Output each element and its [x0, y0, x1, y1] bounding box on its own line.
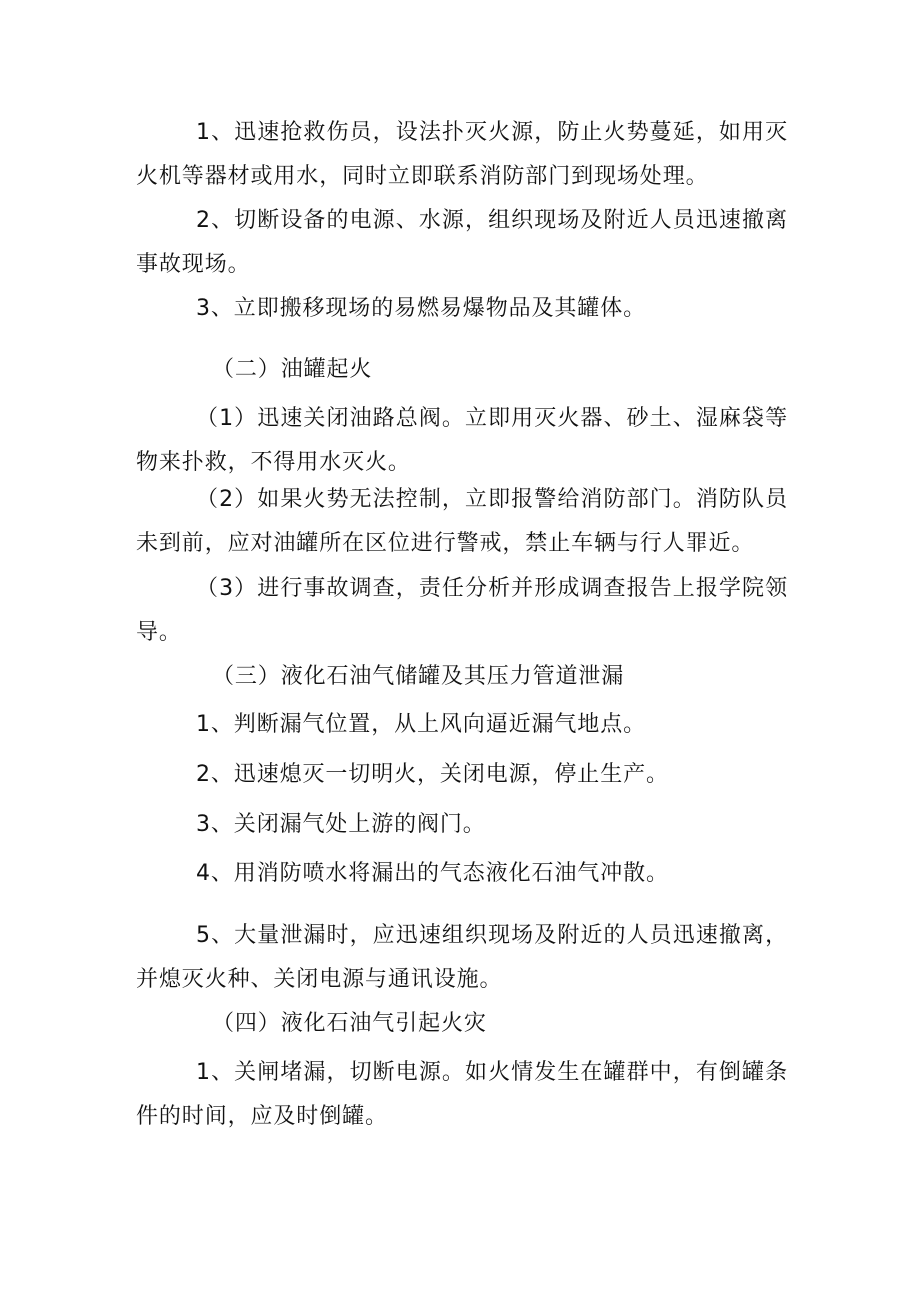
paragraph-cut-power: 2、切断设备的电源、水源，组织现场及附近人员迅速撤离事故现场。 — [136, 208, 788, 277]
paragraph-water-spray: 4、用消防喷水将漏出的气态液化石油气冲散。 — [196, 861, 669, 886]
paragraph-mass-leak-evacuate: 5、大量泄漏时，应迅速组织现场及附近的人员迅速撤离，并熄灭火种、关闭电源与通讯设施。 — [136, 923, 788, 992]
paragraph-rescue-injured: 1、迅速抢救伤员，设法扑灭火源，防止火势蔓延，如用灭火机等器材或用水，同时立即联系消防部门到现场处理。 — [136, 120, 788, 189]
section-heading-tank-fire: （二）油罐起火 — [212, 357, 373, 382]
paragraph-move-flammables: 3、立即搬移现场的易燃易爆物品及其罐体。 — [196, 296, 646, 321]
section-heading-lpg-leak: （三）液化石油气储罐及其压力管道泄漏 — [212, 664, 625, 689]
paragraph-close-valve: （1）迅速关闭油路总阀。立即用灭火器、砂土、湿麻袋等物来扑救，不得用水灭火。 — [136, 406, 788, 475]
section-heading-lpg-fire: （四）液化石油气引起火灾 — [212, 1011, 487, 1036]
paragraph-investigation: （3）进行事故调查，责任分析并形成调查报告上报学院领导。 — [136, 576, 788, 645]
paragraph-close-gate-plug-leak: 1、关闸堵漏，切断电源。如火情发生在罐群中，有倒罐条件的时间，应及时倒罐。 — [136, 1060, 788, 1129]
paragraph-extinguish-flames: 2、迅速熄灭一切明火，关闭电源，停止生产。 — [196, 762, 669, 787]
paragraph-locate-leak: 1、判断漏气位置，从上风向逼近漏气地点。 — [196, 712, 646, 737]
paragraph-close-upstream-valve: 3、关闭漏气处上游的阀门。 — [196, 812, 486, 837]
paragraph-call-fire-dept: （2）如果火势无法控制，立即报警给消防部门。消防队员未到前，应对油罐所在区位进行警戒，禁止车辆与行人罪近。 — [136, 487, 788, 556]
